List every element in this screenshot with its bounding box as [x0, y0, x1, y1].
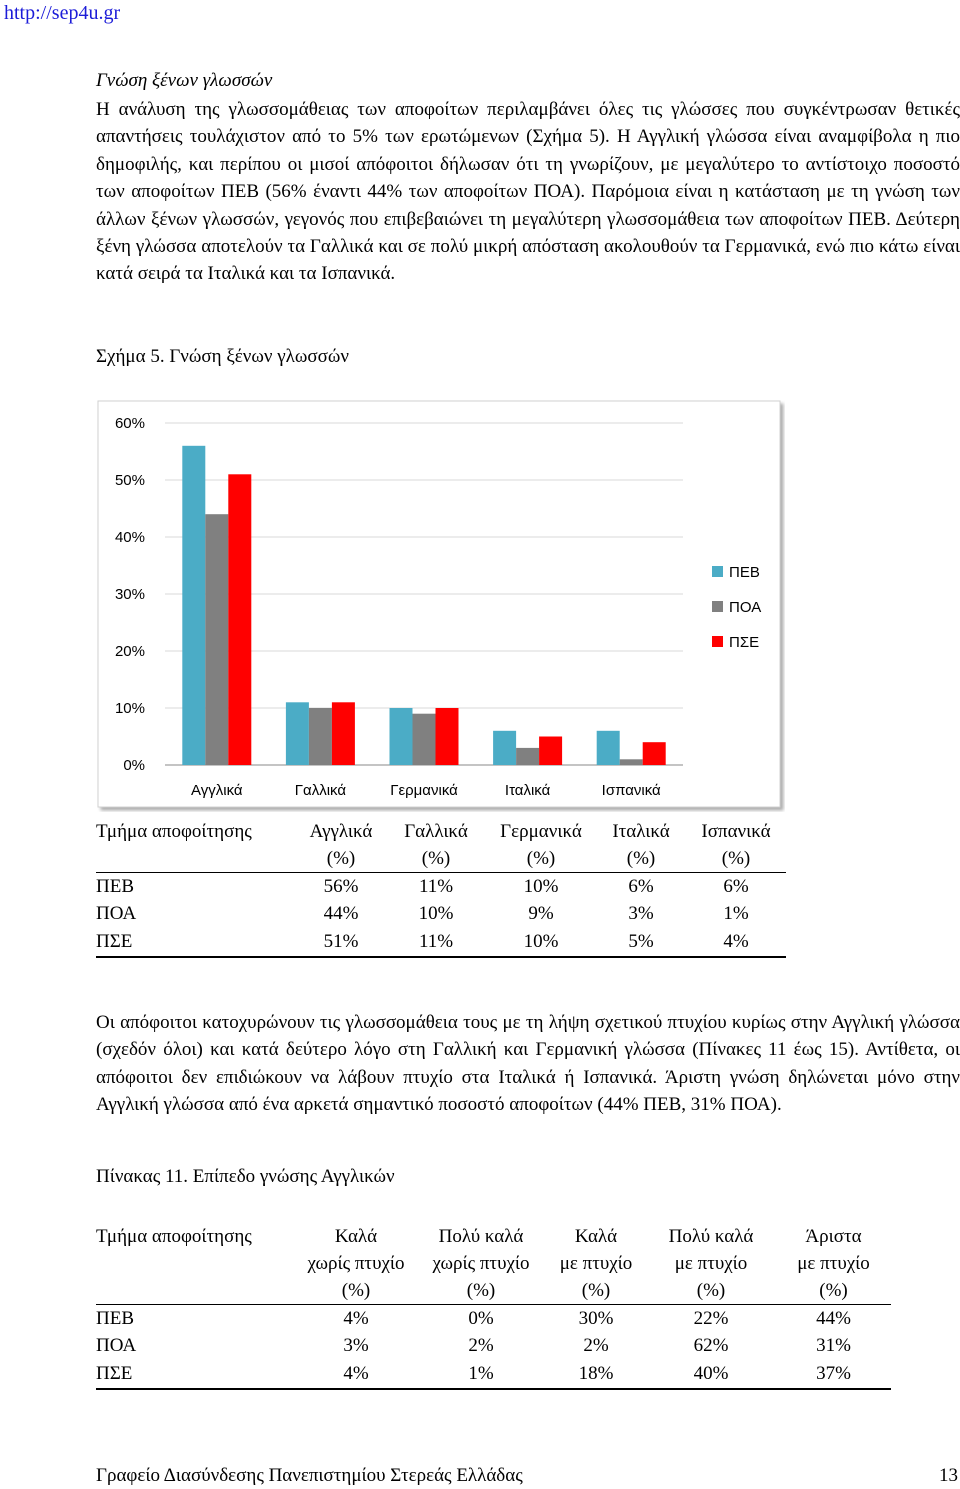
bar-2-5: [620, 759, 643, 765]
table2-row: [96, 1360, 891, 1389]
table2-cell: 30%: [546, 1305, 646, 1333]
section-title: Γνώση ξένων γλωσσών: [96, 70, 273, 91]
table2-header-cell: Άριστα με πτυχίο (%): [797, 1226, 870, 1301]
table1-row: [96, 901, 786, 929]
table2-cell: 2%: [468, 1335, 494, 1357]
y-tick-label: 10%: [114, 700, 145, 717]
bar-3-3: [436, 708, 459, 765]
table2-cell: 37%: [776, 1360, 891, 1389]
table2-cell: 2%: [583, 1335, 609, 1357]
table2-header-cell: Καλά με πτυχίο (%): [559, 1226, 633, 1301]
header-url-link[interactable]: http://sep4u.gr: [4, 2, 121, 24]
table1-header-cell: Τμήμα αποφοίτησης: [96, 821, 252, 842]
x-tick-label: Γερμανικά: [390, 782, 458, 799]
table1-cell: 51%: [296, 928, 386, 957]
english-level-table: [96, 1223, 891, 1390]
table1-cell: 5%: [596, 928, 686, 957]
table2-cell: 3%: [343, 1335, 369, 1357]
legend-swatch: [712, 566, 723, 577]
paragraph-intro: Η ανάλυση της γλωσσομάθειας των αποφοίτων περιλαμβάνει όλες τις γλώσσες που συγκέντρωσαν θετικές απαντήσεις τουλάχιστον από το 5% των ερωτώμενων (Σχήμα 5). Η Αγγλική γλώσσα είναι αναμφίβολα η πιο δημοφιλής, και περίπου οι μισοί απόφοιτοι δήλωσαν ότι τη γνωρίζουν, με μεγαλύτερο το αντίστοιχο ποσοστό των αποφοίτων ΠΕΒ (56% έναντι 44% των αποφοίτων ΠΟΑ). Παρόμοια είναι η κατάσταση με τη γνώση των άλλων ξένων γλωσσών, γεγονός που επιβεβαιώνει τη μεγαλύτερη γλωσσομάθεια των αποφοίτων ΠΕΒ. Δεύτερη ξένη γλώσσα αποτελούν τα Γαλλικά και σε πολύ μικρή απόσταση ακολουθούν τα Γερμανικά, ενώ πιο κάτω είναι κατά σειρά τα Ιταλικά και τα Ισπανικά.: [96, 99, 960, 285]
y-tick-label: 40%: [114, 529, 145, 546]
table2-cell: ΠΕΒ: [96, 1305, 296, 1333]
language-bar-chart: [97, 400, 785, 812]
bar-2-4: [516, 748, 539, 765]
page-number: 13: [939, 1465, 958, 1486]
table1-cell: 9%: [528, 903, 554, 925]
table2-header-cell: Πολύ καλά με πτυχίο (%): [668, 1226, 754, 1301]
table1-cell: 6%: [596, 873, 686, 901]
x-tick-label: Γαλλικά: [294, 782, 347, 799]
bar-1-3: [390, 708, 413, 765]
table2-caption: Πίνακας 11. Επίπεδο γνώσης Αγγλικών: [96, 1166, 395, 1187]
table2-header-cell: Τμήμα αποφοίτησης: [96, 1226, 252, 1247]
table2-cell: 40%: [646, 1360, 776, 1389]
table2-header-cell: Καλά χωρίς πτυχίο (%): [307, 1226, 405, 1301]
legend-swatch: [712, 636, 723, 647]
legend-swatch: [712, 601, 723, 612]
table1-cell: 1%: [723, 903, 749, 925]
table1-cell: 3%: [628, 903, 654, 925]
bar-3-5: [643, 742, 666, 765]
table2-cell: 44%: [776, 1305, 891, 1333]
table1-cell: 11%: [386, 873, 486, 901]
bar-1-2: [286, 702, 309, 765]
table1-cell: 6%: [686, 873, 786, 901]
bar-3-4: [539, 737, 562, 766]
table1-row: [96, 928, 786, 957]
bar-2-2: [309, 708, 332, 765]
table1-cell: 11%: [386, 928, 486, 957]
table2-cell: 4%: [296, 1360, 416, 1389]
table1-cell: 10%: [486, 928, 596, 957]
y-tick-label: 0%: [123, 757, 145, 774]
legend-label: ΠΟΑ: [729, 599, 762, 616]
table1-cell: ΠΟΑ: [96, 903, 137, 925]
language-knowledge-table: [96, 818, 786, 958]
table1-header-cell: Γαλλικά (%): [404, 821, 468, 869]
table1-header-cell: Ισπανικά (%): [701, 821, 771, 869]
table2-header-cell: Πολύ καλά χωρίς πτυχίο (%): [432, 1226, 530, 1301]
table2-cell: 18%: [546, 1360, 646, 1389]
table1-cell: 10%: [418, 903, 454, 925]
legend-label: ΠΣΕ: [729, 634, 760, 651]
legend-label: ΠΕΒ: [729, 564, 760, 581]
x-tick-label: Ιταλικά: [504, 782, 551, 799]
table2-cell: 4%: [296, 1305, 416, 1333]
table1-cell: 4%: [686, 928, 786, 957]
y-tick-label: 20%: [114, 643, 145, 660]
table2-cell: 1%: [416, 1360, 546, 1389]
table2-cell: ΠΟΑ: [96, 1335, 137, 1357]
bar-3-2: [332, 702, 355, 765]
table2-cell: 0%: [416, 1305, 546, 1333]
table2-row: [96, 1305, 891, 1333]
bar-3-1: [228, 474, 251, 765]
table2-cell: 31%: [816, 1335, 851, 1357]
paragraph-certificates: Οι απόφοιτοι κατοχυρώνουν τις γλωσσομάθεια τους με τη λήψη σχετικού πτυχίου κυρίως στην Αγγλική γλώσσα (σχεδόν όλοι) και κατά δεύτερο λόγο στη Γαλλική και Γερμανική γλώσσα (Πίνακες 11 έως 15). Αντίθετα, οι απόφοιτοι δεν επιδιώκουν να λάβουν πτυχίο στα Ιταλικά ή Ισπανικά. Άριστη γνώση δηλώνεται μόνο στην Αγγλική γλώσσα από ένα αρκετά σημαντικό ποσοστό αποφοίτων (44% ΠΕΒ, 31% ΠΟΑ).: [96, 1012, 960, 1116]
table1-cell: 56%: [296, 873, 386, 901]
table1-header-cell: Γερμανικά (%): [500, 821, 582, 869]
x-tick-label: Ισπανικά: [601, 782, 661, 799]
figure-caption: Σχήμα 5. Γνώση ξένων γλωσσών: [96, 346, 349, 367]
table2-cell: ΠΣΕ: [96, 1360, 296, 1389]
table2-cell: 62%: [693, 1335, 729, 1357]
footer-text: Γραφείο Διασύνδεσης Πανεπιστημίου Στερεάς Ελλάδας: [96, 1465, 523, 1486]
y-tick-label: 50%: [114, 472, 145, 489]
table1-cell: 44%: [323, 903, 359, 925]
bar-1-1: [182, 446, 205, 765]
table2-row: [96, 1333, 891, 1361]
table1-cell: ΠΣΕ: [96, 928, 296, 957]
y-tick-label: 30%: [114, 586, 145, 603]
x-tick-label: Αγγλικά: [191, 782, 243, 799]
table1-row: [96, 873, 786, 901]
bar-1-5: [597, 731, 620, 765]
table2-cell: 22%: [646, 1305, 776, 1333]
bar-2-3: [413, 714, 436, 765]
bar-1-4: [493, 731, 516, 765]
table1-header-cell: Αγγλικά (%): [309, 821, 373, 869]
bar-2-1: [205, 514, 228, 765]
table1-header-cell: Ιταλικά (%): [612, 821, 670, 869]
y-tick-label: 60%: [114, 415, 145, 432]
table1-cell: 10%: [486, 873, 596, 901]
table1-cell: ΠΕΒ: [96, 873, 296, 901]
